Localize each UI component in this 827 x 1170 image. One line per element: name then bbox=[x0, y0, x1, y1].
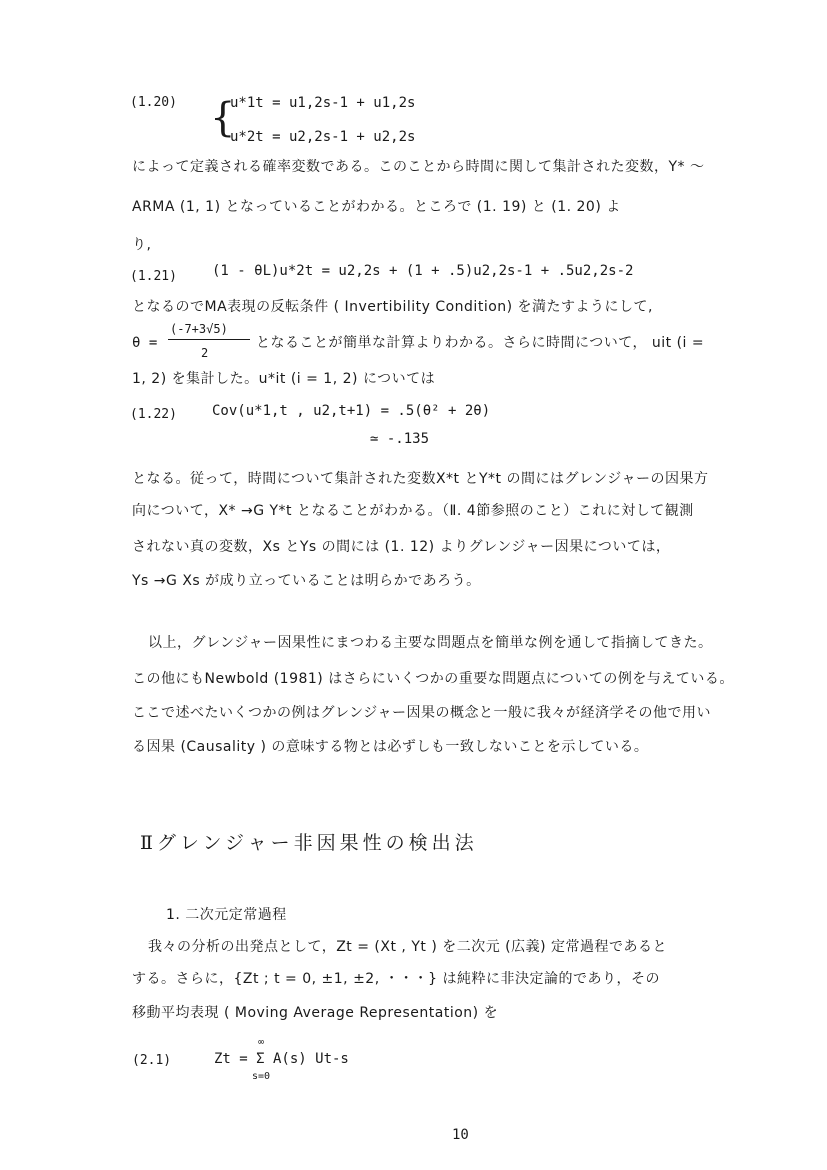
equation-1-22-line1: Cov(u*1,t , u2,t+1) = .5(θ² + 2θ) bbox=[212, 403, 491, 419]
equation-1-21: (1 - θL)u*2t = u2,2s + (1 + .5)u2,2s-1 + .5u2,2s-2 bbox=[212, 263, 634, 279]
equation-1-22-line2: ≃ -.135 bbox=[370, 431, 430, 447]
fraction-denominator: 2 bbox=[201, 346, 209, 360]
paragraph-2-line-1: となるのでMA表現の反転条件 ( Invertibility Condition) を満たすようにして, bbox=[132, 299, 654, 315]
sum-lower-limit: s=0 bbox=[252, 1071, 271, 1082]
fraction-bar bbox=[168, 339, 250, 340]
page-number: 10 bbox=[452, 1127, 469, 1143]
paragraph-1-line-1: によって定義される確率変数である。このことから時間に関して集計された変数，Y* ～ bbox=[132, 159, 705, 175]
fraction-numerator: (-7+3√5) bbox=[170, 322, 228, 336]
section-heading: Ⅱグレンジャー非因果性の検出法 bbox=[140, 832, 478, 854]
paragraph-4-line-3: ここで述べたいくつかの例はグレンジャー因果の概念と一般に我々が経済学その他で用い bbox=[132, 705, 712, 721]
paragraph-2-line-3: 1, 2) を集計した。u*it (i = 1, 2) については bbox=[132, 371, 436, 387]
paragraph-3-line-4: Ys →G Xs が成り立っていることは明らかであろう。 bbox=[132, 573, 481, 589]
equation-1-20-line2: u*2t = u2,2s-1 + u2,2s bbox=[230, 129, 416, 145]
paragraph-4-line-1: 以上，グレンジャー因果性にまつわる主要な問題点を簡単な例を通して指摘してきた。 bbox=[148, 635, 713, 651]
paragraph-5-line-2: する。さらに，{Zt ; t = 0, ±1, ±2, ・・・} は純粋に非決定論的であり，その bbox=[132, 971, 660, 987]
equation-label-2-1: (2.1) bbox=[132, 1053, 172, 1068]
equation-2-1: Zt = Σ A(s) Ut-s bbox=[214, 1051, 349, 1067]
paragraph-5-line-1: 我々の分析の出発点として，Zt = (Xt , Yt ) を二次元 (広義) 定常過程であると bbox=[148, 939, 668, 955]
paragraph-3-line-3: されない真の変数，Xs とYs の間には (1. 12) よりグレンジャー因果については， bbox=[132, 539, 671, 555]
equation-label-1-21: (1.21) bbox=[130, 269, 177, 284]
subsection-heading: 1. 二次元定常過程 bbox=[166, 907, 287, 923]
paragraph-1-line-2: ARMA (1, 1) となっていることがわかる。ところで (1. 19) と (1. 20) よ bbox=[132, 199, 621, 215]
paragraph-1-line-3: り, bbox=[132, 237, 152, 253]
paragraph-3-line-2: 向について，X* →G Y*t となることがわかる。（Ⅱ. 4節参照のこと）これに対して観測 bbox=[132, 503, 694, 519]
paragraph-3-line-1: となる。従って，時間について集計された変数X*t とY*t の間にはグレンジャーの因果方 bbox=[132, 471, 709, 487]
equation-label-1-22: (1.22) bbox=[130, 407, 177, 422]
paragraph-4-line-2: この他にもNewbold (1981) はさらにいくつかの重要な問題点についての例を与えている。 bbox=[132, 671, 734, 687]
theta-symbol: θ = bbox=[132, 335, 158, 351]
paragraph-2-line-2: となることが簡単な計算よりわかる。さらに時間について， uit (i = bbox=[256, 335, 705, 351]
sum-upper-limit: ∞ bbox=[258, 1037, 265, 1048]
paragraph-5-line-3: 移動平均表現 ( Moving Average Representation) を bbox=[132, 1005, 499, 1021]
paragraph-4-line-4: る因果 (Causality ) の意味する物とは必ずしも一致しないことを示している。 bbox=[132, 739, 649, 755]
equation-brace: { bbox=[210, 95, 236, 141]
equation-label-1-20: (1.20) bbox=[130, 95, 177, 110]
equation-1-20-line1: u*1t = u1,2s-1 + u1,2s bbox=[230, 95, 416, 111]
